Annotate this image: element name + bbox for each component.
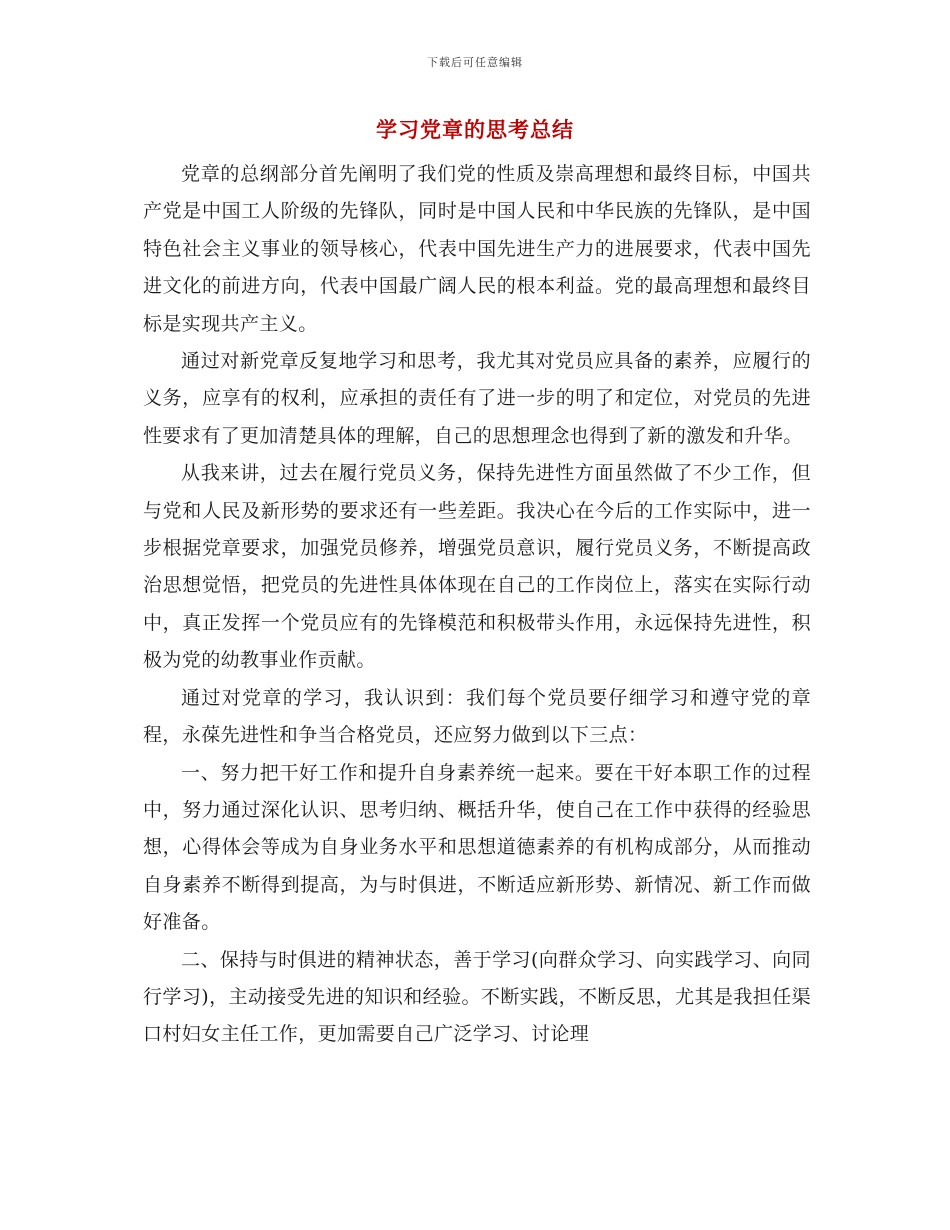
paragraph: 通过对新党章反复地学习和思考，我尤其对党员应具备的素养，应履行的义务，应享有的权利，应承担的责任有了进一步的明了和定位，对党员的先进性要求有了更加清楚具体的理解，自己的思想理念也得到了新的激发和升华。	[143, 350, 811, 447]
paragraph: 从我来讲，过去在履行党员义务，保持先进性方面虽然做了不少工作，但与党和人民及新形势的要求还有一些差距。我决心在今后的工作实际中，进一步根据党章要求，加强党员修养，增强党员意识，履行党员义务，不断提高政治思想觉悟，把党员的先进性具体体现在自己的工作岗位上，落实在实际行动中，真正发挥一个党员应有的先锋模范和积极带头作用，永远保持先进性，积极为党的幼教事业作贡献。	[143, 462, 811, 672]
paragraph: 党章的总纲部分首先阐明了我们党的性质及崇高理想和最终目标，中国共产党是中国工人阶级的先锋队，同时是中国人民和中华民族的先锋队，是中国特色社会主义事业的领导核心，代表中国先进生产力的进展要求，代表中国先进文化的前进方向，代表中国最广阔人民的根本利益。党的最高理想和最终目标是实现共产主义。	[143, 163, 811, 335]
header-note: 下载后可任意编辑	[427, 56, 523, 69]
document-title: 学习党章的思考总结	[376, 117, 574, 142]
paragraph: 通过对党章的学习，我认识到：我们每个党员要仔细学习和遵守党的章程，永葆先进性和争当合格党员，还应努力做到以下三点：	[143, 686, 811, 747]
document-body	[143, 156, 811, 1054]
paragraph: 二、保持与时俱进的精神状态，善于学习(向群众学习、向实践学习、向同行学习)，主动接受先进的知识和经验。不断实践，不断反思，尤其是我担任渠口村妇女主任工作，更加需要自己广泛学习、讨论理	[143, 948, 811, 1046]
paragraph: 一、努力把干好工作和提升自身素养统一起来。要在干好本职工作的过程中，努力通过深化认识、思考归纳、概括升华，使自己在工作中获得的经验思想，心得体会等成为自身业务水平和思想道德素养的有机构成部分，从而推动自身素养不断得到提高，为与时俱进，不断适应新形势、新情况、新工作而做好准备。	[143, 761, 811, 934]
